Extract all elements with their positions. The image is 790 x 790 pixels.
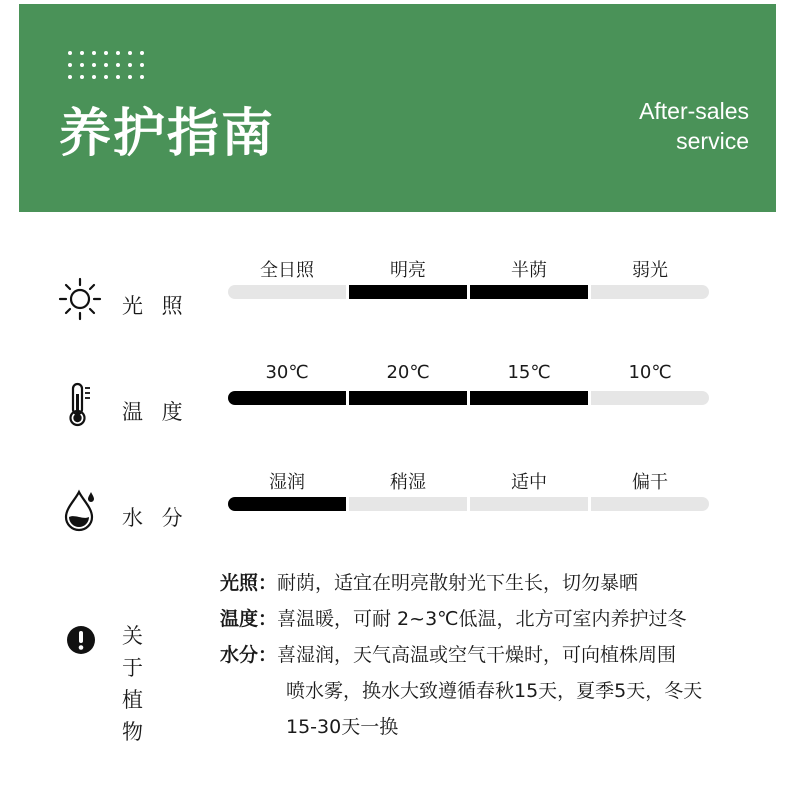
level-segment [470,391,588,405]
level-segment [228,391,346,405]
decorative-dots [68,51,152,91]
segment-label: 偏干 [632,472,668,493]
about-label-line-2: 植 物 [122,688,149,744]
header-banner [19,4,776,212]
segment-label: 湿润 [269,472,305,493]
segment-label: 10℃ [628,362,672,383]
exclamation-icon [66,625,96,655]
segment-label: 明亮 [390,260,426,281]
about-plant-label [122,620,182,748]
page-title: 养护指南 [59,104,276,164]
water-drop-icon [55,486,105,536]
sun-icon [55,274,105,324]
level-segment [349,391,467,405]
note-water [220,637,780,673]
note-text: 喜温暖，可耐 2~3℃低温，北方可室内养护过冬 [277,608,687,630]
segment-label: 半荫 [511,260,547,281]
level-segment [591,391,709,405]
note-key: 水分： [220,644,278,666]
level-segment [228,497,346,511]
note-key: 光照： [220,572,278,594]
water-row [0,468,790,538]
segment-label: 20℃ [386,362,430,383]
subtitle-line-2: service [676,128,749,154]
page-subtitle [639,96,749,156]
light-row [0,256,790,326]
note-water-continued: 喷水雾，换水大致遵循春秋15天，夏季5天，冬天 [286,680,703,702]
segment-label: 弱光 [632,260,668,281]
segment-label: 稍湿 [390,472,426,493]
note-light [220,565,780,601]
level-segment [470,285,588,299]
note-temperature [220,601,780,637]
level-segment [591,285,709,299]
note-key: 温度： [220,608,278,630]
segment-label: 全日照 [260,260,314,281]
segment-label: 适中 [511,472,547,493]
about-label-line-1: 关 于 [122,624,149,680]
note-text: 耐荫，适宜在明亮散射光下生长，切勿暴晒 [277,572,639,594]
segment-label: 30℃ [265,362,309,383]
note-water-continued: 15-30天一换 [286,716,399,738]
level-segment [591,497,709,511]
level-segment [349,497,467,511]
subtitle-line-1: After-sales [639,98,749,124]
row-label-temperature: 温 度 [122,400,189,424]
care-notes [220,565,780,745]
level-segment [470,497,588,511]
level-segment [349,285,467,299]
note-text: 喜湿润，天气高温或空气干燥时，可向植株周围 [277,644,677,666]
temperature-row [0,362,790,432]
row-label-light: 光 照 [122,294,189,318]
thermometer-icon [55,380,105,430]
level-segment [228,285,346,299]
row-label-water: 水 分 [122,506,189,530]
segment-label: 15℃ [507,362,551,383]
